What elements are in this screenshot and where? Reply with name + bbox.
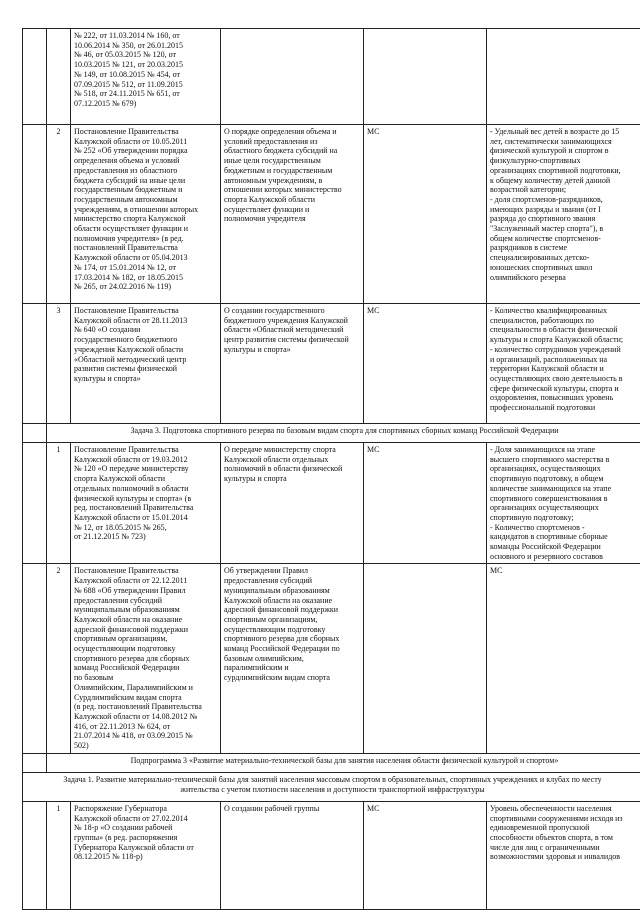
content-cell: О создании государственного бюджетного учреждения Калужской области «Областной методический центр развития системы физической культуры и спорта» xyxy=(221,304,364,424)
row-stub-cell xyxy=(23,29,47,125)
row-stub-cell xyxy=(23,125,47,304)
row-stub-cell xyxy=(23,424,47,443)
row-stub-cell xyxy=(23,304,47,424)
responsible-cell: МС xyxy=(364,801,487,909)
row-stub-cell xyxy=(23,753,47,772)
responsible-cell xyxy=(364,564,487,753)
table-row xyxy=(23,564,640,753)
indicators-cell: Уровень обеспеченности населения спортивными сооружениями исходя из единовременной пропускной способности объектов спорта, в том числе для лиц с ограниченными возможностями здоровья и инвалидов xyxy=(487,801,640,909)
responsible-cell: МС xyxy=(364,125,487,304)
task-1-heading: Задача 1. Развитие материально-технической базы для занятий населения массовым спортом в образовательных, спортивных учреждениях и клубах по месту жительства с учетом плотности населения и доступности транспортной инфраструктуры xyxy=(23,772,640,801)
act-cell: Постановление Правительства Калужской области от 22.12.2011 № 688 «Об утверждении Правил предоставления субсидий муниципальным образованиям Калужской области на оказание адресной финансовой поддержки спортивным организациям, осуществляющим подготовку спортивного резерва для сборных команд Российской Федерации по базовым Олимпийским, Паралимпийским и Сурдлимпийским видам спорта (в ред. постановлений Правительства Калужской области от 14.08.2012 № 416, от 22.11.2013 № 624, от 21.07.2014 № 418, от 03.09.2015 № 502) xyxy=(71,564,221,753)
act-cell: № 222, от 11.03.2014 № 160, от 10.06.2014 № 350, от 26.01.2015 № 46, от 05.03.2015 № 120, от 10.03.2015 № 121, от 20.03.2015 № 149, от 10.08.2015 № 454, от 07.09.2015 № 512, от 11.09.2015 № 518, от 24.11.2015 № 651, от 07.12.2015 № 679) xyxy=(71,29,221,125)
indicators-cell: МС xyxy=(487,564,640,753)
task-heading-row xyxy=(23,772,640,801)
act-cell: Распоряжение Губернатора Калужской области от 27.02.2014 № 18-р «О создании рабочей группы» (в ред. распоряжения Губернатора Калужской области от 08.12.2015 № 118-р) xyxy=(71,801,221,909)
regulations-table xyxy=(22,28,640,910)
table-row xyxy=(23,443,640,564)
indicators-cell: - Количество квалифицированных специалистов, работающих по специальности в области физической культуры и спорта Калужской области; - количество сотрудников учреждений и организаций, расположенных на территории Калужской области и осуществляющих свою деятельность в сфере физической культуры, спорта и оздоровления, повысивших уровень профессиональной подготовки xyxy=(487,304,640,424)
responsible-cell: МС xyxy=(364,443,487,564)
row-number: 3 xyxy=(47,304,71,424)
responsible-cell xyxy=(364,29,487,125)
indicators-cell xyxy=(487,29,640,125)
responsible-cell: МС xyxy=(364,304,487,424)
task-heading-row xyxy=(23,424,640,443)
indicators-cell: - Доля занимающихся на этапе высшего спортивного мастерства в организациях, осуществляющих спортивную подготовку, в общем количестве занимающихся на этапе спортивного совершенствования в организациях осуществляющих спортивную подготовку; - Количество спортсменов - кандидатов в спортивные сборные команды Российской Федерации основного и резервного составов xyxy=(487,443,640,564)
act-cell: Постановление Правительства Калужской области от 28.11.2013 № 640 «О создании государственного бюджетного учреждения Калужской области «Областной методический центр развития системы физической культуры и спорта» xyxy=(71,304,221,424)
table-row xyxy=(23,801,640,909)
row-number: 2 xyxy=(47,564,71,753)
row-stub-cell xyxy=(23,443,47,564)
table-row xyxy=(23,29,640,125)
subprogram-3-heading: Подпрограмма 3 «Развитие материально-технической базы для занятия населения области физической культурой и спортом» xyxy=(47,753,640,772)
content-cell: О передаче министерству спорта Калужской области отдельных полномочий в области физической культуры и спорта xyxy=(221,443,364,564)
content-cell: Об утверждении Правил предоставления субсидий муниципальным образованиям Калужской области на оказание адресной финансовой поддержки спортивным организациям, осуществляющим подготовку спортивного резерва для сборных команд Российской Федерации по базовым олимпийским, паралимпийским и сурдлимпийским видам спорта xyxy=(221,564,364,753)
act-cell: Постановление Правительства Калужской области от 10.05.2011 № 252 «Об утверждении порядка определения объема и условий предоставления из областного бюджета субсидий на иные цели государственным бюджетным и государственным автономным учреждениям, в отношении которых министерство спорта Калужской области осуществляет функции и полномочия учредителя» (в ред. постановлений Правительства Калужской области от 05.04.2013 № 174, от 15.01.2014 № 12, от 17.03.2014 № 182, от 18.05.2015 № 265, от 24.02.2016 № 119) xyxy=(71,125,221,304)
content-cell xyxy=(221,29,364,125)
row-stub-cell xyxy=(23,801,47,909)
row-number: 1 xyxy=(47,443,71,564)
task-3-heading: Задача 3. Подготовка спортивного резерва по базовым видам спорта для спортивных сборных команд Российской Федерации xyxy=(47,424,640,443)
act-cell: Постановление Правительства Калужской области от 19.03.2012 № 120 «О передаче министерству спорта Калужской области отдельных полномочий в области физической культуры и спорта» (в ред. постановлений Правительства Калужской области от 15.01.2014 № 12, от 18.05.2015 № 265, от 21.12.2015 № 723) xyxy=(71,443,221,564)
row-number: 1 xyxy=(47,801,71,909)
subprogram-heading-row xyxy=(23,753,640,772)
row-number: 2 xyxy=(47,125,71,304)
table-row xyxy=(23,304,640,424)
content-cell: О порядке определения объема и условий предоставления из областного бюджета субсидий на иные цели государственным бюджетным и государственным автономным учреждениям, в отношении которых министерство спорта Калужской области осуществляет функции и полномочия учредителя xyxy=(221,125,364,304)
content-cell: О создании рабочей группы xyxy=(221,801,364,909)
row-number xyxy=(47,29,71,125)
indicators-cell: - Удельный вес детей в возрасте до 15 лет, систематически занимающихся физической культурой и спортом в физкультурно-спортивных организациях спортивной подготовки, к общему количеству детей данной возрастной категории; - доля спортсменов-разрядников, имеющих разряды и звания (от I разряда до спортивного звания "Заслуженный мастер спорта"), в общем количестве спортсменов- разрядников в системе специализированных детско- юношеских спортивных школ олимпийского резерва xyxy=(487,125,640,304)
table-row xyxy=(23,125,640,304)
row-stub-cell xyxy=(23,564,47,753)
